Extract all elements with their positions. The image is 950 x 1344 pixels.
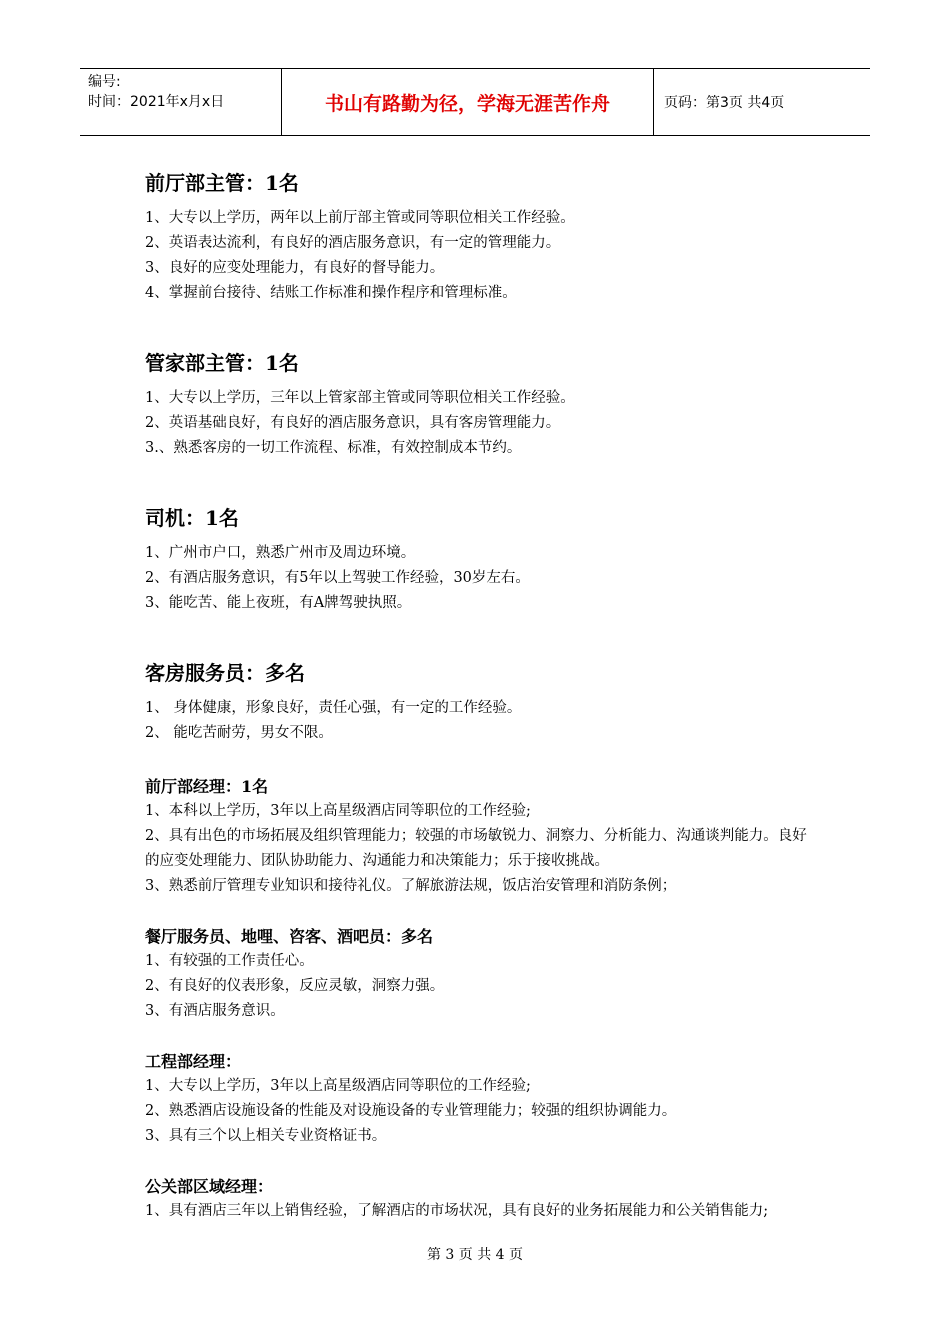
list-item: 1、具有酒店三年以上销售经验，了解酒店的市场状况，具有良好的业务拓展能力和公关销售能力; [145,1203,769,1219]
document-body [145,168,810,1224]
list-item: 2、具有出色的市场拓展及组织管理能力；较强的市场敏锐力、洞察力、分析能力、沟通谈判能力。良好的应变处理能力、团队协助能力、沟通能力和决策能力；乐于接收挑战。 [145,828,807,869]
section-front-office-manager [145,774,810,899]
section-title: 餐厅服务员、地哩、咨客、酒吧员：多名 [145,927,434,946]
list-item: 3、良好的应变处理能力，有良好的督导能力。 [145,260,445,276]
section-housekeeping-supervisor [145,348,810,461]
list-item: 1、大专以上学历，3年以上高星级酒店同等职位的工作经验; [145,1078,531,1094]
section-pr-regional-manager [145,1174,810,1224]
list-item: 2、熟悉酒店设施设备的性能及对设施设备的专业管理能力；较强的组织协调能力。 [145,1103,677,1119]
list-item: 3.、熟悉客房的一切工作流程、标准，有效控制成本节约。 [145,440,522,456]
section-engineering-manager [145,1049,810,1149]
section-title: 公关部区域经理： [145,1177,274,1196]
list-item: 2、有酒店服务意识，有5年以上驾驶工作经验，30岁左右。 [145,570,530,586]
section-title: 管家部主管：1名 [145,351,299,375]
list-item: 1、本科以上学历，3年以上高星级酒店同等职位的工作经验; [145,803,531,819]
section-title: 前厅部主管：1名 [145,171,299,195]
list-item: 3、具有三个以上相关专业资格证书。 [145,1128,387,1144]
header-meta [80,69,282,135]
list-item: 3、能吃苦、能上夜班，有A牌驾驶执照。 [145,595,412,611]
section-title: 司机：1名 [145,506,239,530]
list-item: 1、广州市户口，熟悉广州市及周边环境。 [145,545,416,561]
section-title: 工程部经理： [145,1052,242,1071]
section-restaurant-staff [145,924,810,1024]
code-label: 编号: [88,74,121,90]
list-item: 2、 能吃苦耐劳，男女不限。 [145,725,333,741]
header-page-info: 页码：第3页 共4页 [664,95,785,111]
list-item: 2、有良好的仪表形象，反应灵敏，洞察力强。 [145,978,445,994]
section-front-office-supervisor [145,168,810,306]
section-title: 前厅部经理：1名 [145,777,269,796]
section-room-attendant [145,658,810,746]
list-item: 4、掌握前台接待、结账工作标准和操作程序和管理标准。 [145,285,517,301]
section-driver [145,503,810,616]
list-item: 2、英语表达流利，有良好的酒店服务意识，有一定的管理能力。 [145,235,561,251]
header-motto: 书山有路勤为径，学海无涯苦作舟 [282,69,654,135]
list-item: 3、熟悉前厅管理专业知识和接待礼仪。了解旅游法规，饭店治安管理和消防条例； [145,878,677,894]
time-label: 时间：2021年x月x日 [88,94,225,110]
list-item: 1、大专以上学历，三年以上管家部主管或同等职位相关工作经验。 [145,390,575,406]
list-item: 2、英语基础良好，有良好的酒店服务意识，具有客房管理能力。 [145,415,561,431]
page-footer: 第 3 页 共 4 页 [426,1247,524,1263]
list-item: 1、 身体健康，形象良好，责任心强，有一定的工作经验。 [145,700,522,716]
list-item: 1、有较强的工作责任心。 [145,953,314,969]
section-title: 客房服务员：多名 [145,661,305,685]
list-item: 3、有酒店服务意识。 [145,1003,285,1019]
list-item: 1、大专以上学历，两年以上前厅部主管或同等职位相关工作经验。 [145,210,575,226]
page-header [80,68,870,136]
